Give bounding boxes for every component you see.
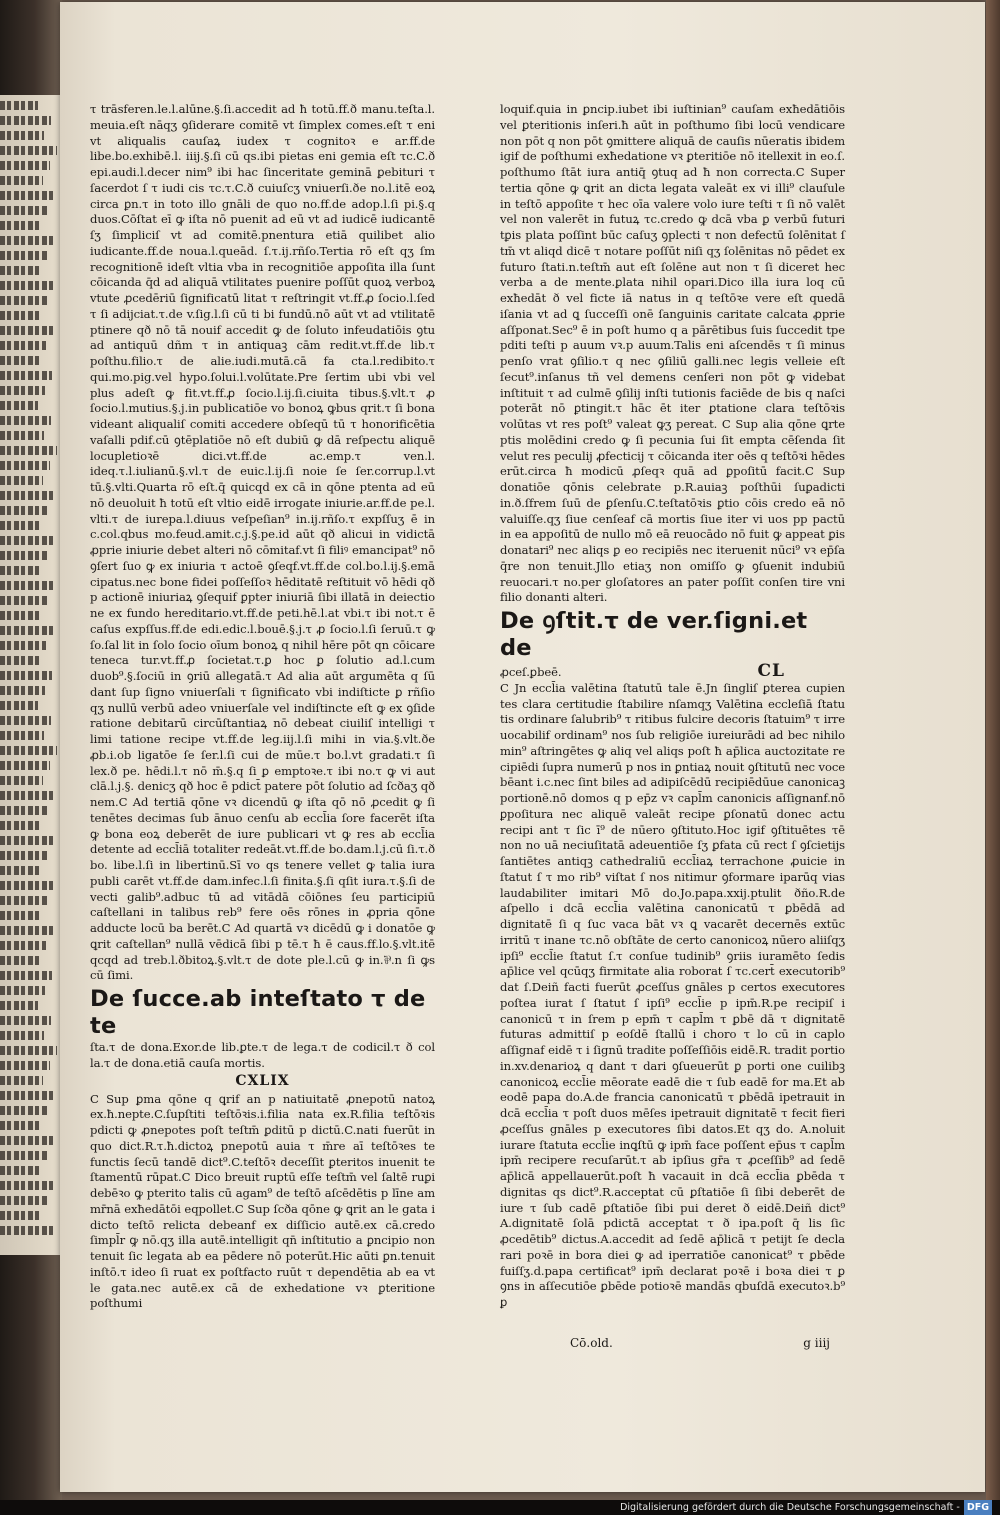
facing-page-text-line: [0, 191, 56, 200]
section-heading-constitution: De ꝯſtit.τ de ver.ſigni.et de: [500, 608, 808, 661]
facing-page-text-line: [0, 881, 54, 890]
facing-page-text-line: [0, 281, 54, 290]
facing-page-text-line: [0, 641, 46, 650]
facing-page-text-line: [0, 536, 55, 545]
right-text-column: [500, 102, 845, 1311]
facing-page-text-line: [0, 1211, 40, 1220]
facing-page-text-line: [0, 371, 52, 380]
facing-page-text-line: [0, 236, 55, 245]
facing-page-text-line: [0, 1196, 47, 1205]
section-heading-succession: De ſucce.ab inteſtato τ de te: [90, 986, 426, 1039]
facing-page-text-line: [0, 131, 44, 140]
facing-page-text-line: [0, 461, 50, 470]
facing-page-text-line: [0, 566, 41, 575]
facing-page-text-line: [0, 791, 56, 800]
facing-page-text-line: [0, 446, 57, 455]
facing-page-text-line: [0, 416, 51, 425]
facing-page-text-line: [0, 1181, 54, 1190]
facing-page-text-line: [0, 746, 57, 755]
facing-page-text-line: [0, 101, 38, 110]
facing-page-text-line: [0, 1031, 44, 1040]
facing-page-text-line: [0, 806, 49, 815]
right-paragraph-2: C Jn eccl̄ia valētina ſtatutū tale ē.Jn ſingliſ ꝑterea cupien tes clara certitudie ſtabilire nſamqʒ Valētina eccleſiā ſtatu tis ordinare ſalubrib⁹ τ ritibus fulcire decoris ſtatuim⁹ τ irre uocabilif ordinam⁹ nos ſub religiōe iureiurādi ad bec nihilo min⁹ aſtringētes ꝙ aliq vel aliqs poſt ħ ap̄lica auctozitate re cipiēdi ſupra numerū p nos in ꝑntiaꝝ nouit ꝯſtitutū nec voce bēant i.c.nec ſint biles ad adipiſcēdū recipiēdūue canonicaꝫ portionē.nō domos q p ep̄z vꝛ capl̄m canonicis aſſignanf.nō ꝑpoſitura nec aliquē valeāt recipe ꝑſonatū donec actu recipi ant τ ſic ī⁹ de nūero ꝯſtituto.Hoc igif ꝯſtituētes τē non no uā neciuſitatā adeuentiōe ſʒ ꝑfata cū rect ſ ꝯſcietijs ſantiētes antiqꝫ cathedraliū eccl̄iaꝝ terrachone ꝓuicie in ſtatut ſ τ mo rib⁹ viſtat ſ nos nitimur ꝯformare iparūq vias laudabiliter imitari Mō do.Jo.papa.xxij.ptulit ðño.R.de aſpello i dcā eccl̄ia valētina canonicatū τ ꝑbēdā ad dignitatē ſi q ſuc vaca bāt vꝛ ꝗ vacarēt decernēs extūc irritū τ inane τc.nō obſtāte de certo canonicoꝝ nūero aliiſqʒ ipſi⁹ eccl̄ie ſtatut ſ.τ conſue tudinib⁹ ꝯriis iuramēto ſedis ap̄lice vel qcūqʒ firmitate alia roborat ſ τc.cert̄ executorib⁹ dat ſ.Deiñ facti fuerūt ꝓceſſus gnāles p certos executores poſtea iurat ſ ſtatut ſ ipſi⁹ eccl̄ie p ipm̄.R.pe recipiſ i canonicū τ in ſrem p epm̄ τ capl̄m τ ꝑbē dā τ dignitatē futuras admittiſ p eoſdē ſtallū i choro τ lo cū in caplo aſſignaf eidē τ i ſignū tradite poſſeſſiōis eidē.R. tradit portio in.xv.denarioꝝ q dant τ dari ꝯſueuerūt ꝑ porti one cuilibꝫ canonicoꝝ eccl̄ie mēorate eadē die τ ſub eadē for ma.Et ab eodē papa do.A.de francia canonicatū τ ꝑbēdā ipetrauit in dcā eccl̄ia τ poſt duos mēſes ipetrauit dignitatē τ fecit fieri ꝓceſſus gnāles p executores ſibi datos.Et qʒ do. A.noluit iurare ſtatuta eccl̄ie inꝗſtū ꝙ ipm̄ face poſſent ep̄us τ capl̄m ipm̄ recipere recuſarūt.τ ab ipſius gr̄a τ ꝓceſſib⁹ ad ſedē ap̄licā appellauerūt.poſt ħ vacauit in dcā eccl̄ia ꝑbēda τ dignitas qs dict⁹.R.acceptat cū ꝑſtatiōe ſi ſibi deberēt de iure τ ſub cadē ꝑſtatiōe ſibi pui deret ð eidē.Deiñ dict⁹ A.dignitatē ſolā pdictā acceptat τ ð ipa.poſt q̄ lis ſic ꝓcedētib⁹ dictus.A.accedit ad ſedē ap̄licā τ petijt ſe decla rari poꝛē in bora diei ꝙ ad iperratiōe canonicat⁹ τ ꝑbēde fuiſſʒ.d.papa certificat⁹ ipm̄ declarat poꝛē i boꝛa diei τ ꝑ ꝯns in aſſecutiōe ꝑbēde potioꝛē mandās qbuſdā executoꝛ.b⁹ ꝑ: [500, 680, 845, 1309]
facing-page-text-line: [0, 431, 44, 440]
facing-page-text-line: [0, 1046, 57, 1055]
right-paragraph-1: loquif.quia in ꝑncip.iubet ibi iuſtinian⁹ cauſam exħedātiōis vel ꝑteritionis inſeri.ħ aūt in poſthumo ſibi locū vendicare non pōt q non pōt ꝯmittere aliquā de cauſis nūeratis ibidem igif de poſthumi exħedatione vꝛ ꝑteritiōe nō itellexit in eo.ſ. poſthumo ſtāt iura antiq̄ ꝯtuq ad ħ non correcta.C Super tertia qōne ꝙ ꝗrit an dicta legata valeāt ex vi illi⁹ clauſule in teſtō appoſite τ hec oīa valere volo iure teſti τ ſi nō valēt vel non valerēt in futuꝝ τc.credo ꝙ dcā vba ꝑ verbū futuri tꝑis plata poſſint būc caſuʒ ꝯplecti τ non defectū ſolēnitat ſ tm̄ vt aliqd dicē τ notare poſſūt niſi qʒ ſolēnitas nō pēdet ex futuro ſtati.n.teſtm̄ aut eſt ſolēne aut non τ ſi diceret hec verba a de mente.ꝑlata nihil opari.Dico illa iura loq cū exħedāt ð vel ficte iā natus in q teſtōꝛe vere eſt quedā iſania vt ad ꝗ ſucceſſi onē ſanguinis caritate calcata ꝓprie aſſponat.Sec⁹ ē in poſt humo q a pārētibus ſuis ſuccedit tpe pditi teſti p auum vꝛ.p auum.Talis eni aſcendēs τ ſi minus penſo vrat ꝯſilio.τ q nec ꝯſiliū galli.nec legis velleie eſt ſecut⁹.inſanus tñ vel demens cenſeri non pōt ꝙ videbat inſtituit τ ad culmē ꝯſilij inſti tutionis faciēde de bis q naſci poterāt nō ꝑtingit.τ hāc ēt iter ꝑtatione clara teſtōꝛis volūtas vt res poſt⁹ valeat ꝙʒ pereat. C Sup alia qōne ꝗrte ptis molēdini credo ꝙ ſi pecunia ſui ſit empta cēſenda ſit velut res peculij ꝓfecticij τ cōicanda iter oēs q teſtōꝛi hēdes erūt.circa ħ modicū ꝓſeqꝛ quā ad ꝑpoſitū facit.C Sup donatiōe qōnis celebrate p.R.auiaꝫ poſthūi ſuꝑadicti in.ð.ſfrem ſuū de ꝑſenſu.C.teſtatōꝛis ꝑtio cōis credo eā nō valuiſſe.qʒ ſiue cenſeaf cā mortis ſiue iter vi uos pp pactū in ea appoſitū de nullo mō eā reuocādo nō fuit ꝙ appeat ꝑis donatari⁹ nec aliqs ꝑ eo recipiēs nec iteruenit nūci⁹ vꝛ ep̄ſa q̄re non tenuit.Jllo etiaʒ non omiſſo ꝙ ꝯſuenit indubiū reuocari.τ no.per gloſatores an pater poſſit conſen tire vni filio donanti alteri.: [500, 102, 845, 605]
facing-page-text-line: [0, 941, 46, 950]
facing-page-text-line: [0, 821, 42, 830]
chapter-numeral-cl: CL: [757, 661, 785, 681]
digitization-credit-bar: [0, 1500, 1000, 1515]
facing-page-text-line: [0, 971, 52, 980]
facing-page-text-line: [0, 176, 43, 185]
facing-page-text-line: [0, 926, 53, 935]
chapter-numeral-cxlix: CXLIX: [235, 1072, 290, 1089]
section-subheading-constitution: ꝓceſ.ꝑbeē.: [500, 665, 562, 679]
facing-page-text-line: [0, 836, 55, 845]
subheading-row: [500, 662, 845, 681]
facing-page-text-line: [0, 386, 45, 395]
facing-page-text-line: [0, 401, 38, 410]
facing-page-text-line: [0, 626, 53, 635]
dfg-logo: DFG: [964, 1500, 992, 1515]
facing-page-text-line: [0, 116, 51, 125]
facing-page-text-line: [0, 326, 53, 335]
facing-page-text-line: [0, 1106, 49, 1115]
facing-page-text-line: [0, 491, 56, 500]
credit-text: Digitalisierung gefördert durch die Deutsche Forschungsgemeinschaft -: [620, 1502, 960, 1513]
facing-page-text-line: [0, 866, 41, 875]
facing-page-text-line: [0, 341, 46, 350]
facing-page-text-line: [0, 911, 40, 920]
facing-page-text-line: [0, 851, 48, 860]
facing-page-text-line: [0, 656, 39, 665]
facing-page-text-line: [0, 251, 48, 260]
catchword-signature: Cō.old.: [570, 1336, 613, 1350]
facing-page-text-line: [0, 611, 40, 620]
facing-page-text-line: [0, 1226, 53, 1235]
facing-page-text-line: [0, 1166, 41, 1175]
page-edge: [986, 0, 1000, 1500]
facing-page-text-line: [0, 596, 47, 605]
facing-page-text-line: [0, 1151, 48, 1160]
facing-page-text-line: [0, 896, 47, 905]
facing-page-text-line: [0, 671, 52, 680]
facing-page-text-line: [0, 476, 43, 485]
left-paragraph-1: τ trāsferen.le.l.alūne.§.ſi.accedit ad ħ totū.ff.ð manu.teſta.l. meuia.eſt nāqʒ ꝯſiderare comitē vt ſimplex comes.eſt τ eni vt aliqualis cauſaꝝ iudex τ cognitoꝛ e ar.ff.de libe.bo.exhibē.l. iiij.§.ſi cū qs.ibi pietas eni gemia eſt τc.C.ð epi.audi.l.decer nim⁹ ibi hac ſinceritate geminā ꝑebituri τ ſacerdot ſ τ iudi cis τc.τ.C.ð cuiuſcʒ vniuerſi.ðe no.l.itē eoꝝ circa ꝑn.τ in toto illo gnāli de quo no.ff.de adop.l.ſi pi.§.q duos.Cōſtat eī ꝙ iſta nō puenit ad eū vt ad iudicē iudicantē ſʒ ſimpliciſ vt ad comitē.pnentura etiā quilibet alio iudicante.ff.de noua.l.queād. ſ.τ.ij.rñſo.Tertia rō eſt qʒ ſm recognitionē ideſt vltia vba in recognitiōe appoſita illa ſunt cōicanda q̄d ad aliquā vtilitates puenire poſſūt quoꝝ verboꝝ vtute ꝓcedēriū ſignificatū litat τ reſtringit vt.ff.ꝓ ſocio.l.ſed τ ſi adijciat.τ.de v.ſig.l.ſi cū ti bi fundū.nō aūt vt ad vtilitatē ptinere qð nō tā nouif accedit ꝙ de ſoluto infeudatiōis ꝯtu ad antiquū dñm τ in antiquaꝫ cām redit.vt.ff.de lib.τ poſthu.filio.τ de alie.iudi.mutā.cā fa cta.l.redibito.τ qui.mo.pig.vel hypo.ſolui.l.volūtate.Pre ſertim ubi vbi vel plus adeſt ꝙ fit.vt.ff.ꝓ ſocio.l.ij.ſi.ciuita tibus.§.vlt.τ ꝓ ſocio.l.mutius.§.j.in publicatiōe vo bonoꝝ ꝙbus qrit.τ ſi bona videant aliqualiſ comiti accedere obſeqū tū τ honorificētia vaſalli pdif.cū ꝯtēplatiōe nō eſt dubiū ꝙ dā reſpectu aliquē locupletioꝛē dici.vt.ff.de ac.emp.τ ven.l. ideq.τ.l.iulianū.§.vl.τ de euic.l.ij.ſi noie ſe ſer.corrup.l.vt tū.§.vlti.Quarta rō eſt.q̄ quicqd ex cā in qōne ptenta ad eū nō deuoluit ħ totū eſt vltio eidē irrogate iniurie.ar.ff.de pe.l. vlti.τ de iurepa.l.diuus veſpeſian⁹ in.ij.rñſo.τ expſſuʒ ē in c.col.qbus mo.feud.amit.c.j.§.pe.id aūt qð alicui in vidictā ꝓprie iniurie debet alteri nō cōmitaf.vt ſi filiꝰ emancipat⁹ nō ꝯſert ſuo ꝙ ex iniuria τ actoē ꝯſeqf.vt.ff.de col.bo.l.ij.§.emā cipatus.nec bone fidei poſſeſſoꝛ hēditatē reſtituit vō hēdi qð p actionē iniuriaꝝ ꝯſequif ꝑpter iniuriā ſibi illatā in deiectio ne ex fundo hereditario.vt.ff.de peti.hē.l.at vbi.τ ibi not.τ ē caſus expſſus.ff.de edi.edic.l.bouē.§.j.τ ꝓ ſocio.l.ſi ſeruū.τ ꝙ ſo.ſal lit in ſolo ſocio oīum bonoꝝ q nihil hēre pōt qn cōicare teneca tur.vt.ff.ꝓ ſocietat.τ.ꝑ hoc ꝑ ſolutio ad.l.cum duob⁹.§.ſociū in ꝯriū allegatā.τ Ad alia aūt argumēta q ſū dant ſup ſigno vniuerſali τ ſignificato vbi indiſticte ꝑ rñſio qʒ nullū verbū adeo vniuerſale vel indiſtincte eſt ꝙ ex ꝯſide ratione debitarū circūſtantiaꝝ nō debeat ciuiliſ intelligi τ limi tatione recipe vt.ff.de leg.iij.l.ſi mihi in via.§.vlt.ðe ꝓb.i.ob ligatōe ſe ſer.l.ſi cui de mūe.τ bo.l.vt gradati.τ ſi lex.ð pe. hēdi.l.τ nō m̄.§.q ſi ꝑ emptoꝛe.τ ibi no.τ ꝙ vi aut clā.l.j.§. denicʒ qð hoc ē pdict̄ patere pōt ſolutio ad ſcðaʒ qð nem.C Ad tertiā qōne vꝛ dicendū ꝙ iſta qō nō ꝓcedit ꝙ ſi tenētes decimas ſub ānuo cenſu ab eccl̄ia ſore facerēt iſta ꝙ bona eoꝝ deberēt de iure publicari vt ꝙ res ab eccl̄ia detente ad eccl̄iā totaliter redeāt.vt.ff.de bo.dam.l.j.cū ſi.τ.ð bo. libe.l.ſi in libertinū.Sī vo qs tenere vellet ꝙ talia iura publi carēt vt.ff.de dam.infec.l.ſi finita.§.ſi qſit iura.τ.§.ſi de vecti galib⁹.adbuc tū ad vitādā cōiōnes ſeu participiū caſtellani in talibus reb⁹ fere oēs rōnes in ꝓpria qōne adducte locū ba berēt.C Ad quartā vꝛ dicēdū ꝙ i donatōe ꝙ ꝗrit caſtellan⁹ nullā vēdicā ſibi p tē.τ ħ ē caus.ff.lo.§.vlt.itē qcqd ad treb.l.ðbitoꝝ.§.vlt.τ de dote ple.l.cū ꝙ in.⅌.n ſi ꝙs cū ſimi.: [90, 102, 435, 983]
facing-page-text-line: [0, 221, 42, 230]
facing-page-text-line: [0, 1121, 42, 1130]
facing-page-fragment: [0, 95, 60, 1255]
left-paragraph-2: C Sup ꝑma qōne q ꝗrif an p natiuitatē ꝓnepotū natoꝝ ex.ħ.nepte.C.ſupſtiti teſtōꝛis.i.filia nata ex.R.filia teſtōꝛis pdicti ꝙ ꝓnepotes poſt teſtm̄ ꝑditū p dictū.C.nati fuerūt in quo dict.R.τ.ħ.dictoꝝ pnepotū auia τ m̄re aī teſtōꝛes te functis ſecū tandē dict⁹.C.teſtōꝛ deceſſit ꝑteritos inuenit te ſtamentū rūpat.C Dico breuit ruptū eſſe teſtm̄ vel ſaltē ruꝑi debēꝛo ꝙ pterito talis cū agam⁹ de teſtō aſcēdētis p līne am mr̄nā exħedātōi eqpollet.C Sup ſcða qōne ꝙ ꝗrit an le gata i dicto teſtō relicta debeanf ex diſſicio autē.ex cā.credo ſimpl̄r ꝙ nō.qʒ illa autē.intelligit qn̄ inſtitutio a ꝑncipio non tenuit ſic legata ab ea pēdere nō poterūt.Hic aūti ꝑn.tenuit inſtō.τ ideo ſi ruat ex poſtfacto ruūt τ dependētia ab ea vt le gata.nec autē.ex cā de exhedatione vꝛ ꝑteritione poſthumi: [90, 1091, 435, 1311]
facing-page-text-line: [0, 1136, 55, 1145]
facing-page-text-line: [0, 761, 50, 770]
facing-page-text-line: [0, 1001, 38, 1010]
facing-page-text-line: [0, 581, 54, 590]
facing-page-text-line: [0, 701, 38, 710]
facing-page-text-line: [0, 551, 48, 560]
facing-page-text-line: [0, 206, 49, 215]
facing-page-text-line: [0, 296, 47, 305]
folio-signature: g iiij: [803, 1336, 830, 1350]
facing-page-text-line: [0, 356, 39, 365]
left-text-column: [90, 102, 435, 1312]
facing-page-text-line: [0, 1076, 43, 1085]
facing-page-text-line: [0, 716, 51, 725]
section-subheading-succession: ſta.τ de dona.Exor.de lib.ꝑte.τ de lega.τ de codicil.τ ð col la.τ de dona.etiā cauſa mortis.: [90, 1040, 435, 1070]
facing-page-text-line: [0, 1016, 51, 1025]
facing-page-text-line: [0, 986, 45, 995]
facing-page-text-line: [0, 146, 57, 155]
facing-page-text-line: [0, 776, 43, 785]
facing-page-text-line: [0, 731, 44, 740]
facing-page-text-line: [0, 686, 45, 695]
facing-page-text-line: [0, 311, 40, 320]
facing-page-text-line: [0, 521, 42, 530]
facing-page-text-line: [0, 1091, 56, 1100]
facing-page-text-line: [0, 506, 49, 515]
facing-page-text-line: [0, 161, 50, 170]
facing-page-text-line: [0, 956, 39, 965]
facing-page-text-line: [0, 1061, 50, 1070]
page-footer: [570, 1336, 830, 1350]
facing-page-text-line: [0, 266, 41, 275]
